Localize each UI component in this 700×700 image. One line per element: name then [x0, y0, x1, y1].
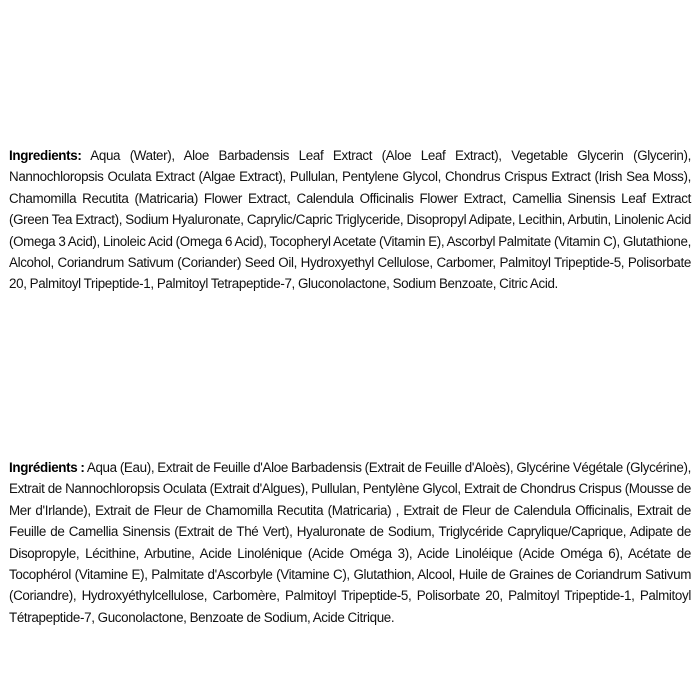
ingredients-english-paragraph: [9, 145, 691, 295]
ingredients-french-label: Ingrédients :: [9, 460, 85, 475]
ingredients-french-text: Aqua (Eau), Extrait de Feuille d'Aloe Barbadensis (Extrait de Feuille d'Aloès), Glycérine Végétale (Glycérine), Extrait de Nannochloropsis Oculata (Extrait d'Algues), Pullulan, Pentylène Glycol, Extrait de Chondrus Crispus (Mousse de Mer d'Irlande), Extrait de Fleur de Chamomilla Recutita (Matricaria) , Extrait de Fleur de Calendula Officinalis, Extrait de Feuille de Camellia Sinensis (Extrait de Thé Vert), Hyaluronate de Sodium, Triglycéride Caprylique/Caprique, Adipate de Disopropyle, Lécithine, Arbutine, Acide Linolénique (Acide Oméga 3), Acide Linoléique (Acide Oméga 6), Acétate de Tocophérol (Vitamine E), Palmitate d'Ascorbyle (Vitamine C), Glutathion, Alcool, Huile de Graines de Coriandrum Sativum (Coriandre), Hydroxyéthylcellulose, Carbomère, Palmitoyl Tripeptide-5, Polisorbate 20, Palmitoyl Tripeptide-1, Palmitoyl Tétrapeptide-7, Guconolactone, Benzoate de Sodium, Acide Citrique.: [9, 460, 691, 625]
ingredients-english-label: Ingredients:: [9, 148, 82, 163]
ingredients-french-paragraph: [9, 457, 691, 628]
ingredients-english-text: Aqua (Water), Aloe Barbadensis Leaf Extract (Aloe Leaf Extract), Vegetable Glycerin (Glycerin), Nannochloropsis Oculata Extract (Algae Extract), Pullulan, Pentylene Glycol, Chondrus Crispus Extract (Irish Sea Moss), Chamomilla Recutita (Matricaria) Flower Extract, Calendula Officinalis Flower Extract, Camellia Sinensis Leaf Extract (Green Tea Extract), Sodium Hyaluronate, Caprylic/Capric Triglyceride, Disopropyl Adipate, Lecithin, Arbutin, Linolenic Acid (Omega 3 Acid), Linoleic Acid (Omega 6 Acid), Tocopheryl Acetate (Vitamin E), Ascorbyl Palmitate (Vitamin C), Glutathione, Alcohol, Coriandrum Sativum (Coriander) Seed Oil, Hydroxyethyl Cellulose, Carbomer, Palmitoyl Tripeptide-5, Polisorbate 20, Palmitoyl Tripeptide-1, Palmitoyl Tetrapeptide-7, Gluconolactone, Sodium Benzoate, Citric Acid.: [9, 148, 691, 292]
